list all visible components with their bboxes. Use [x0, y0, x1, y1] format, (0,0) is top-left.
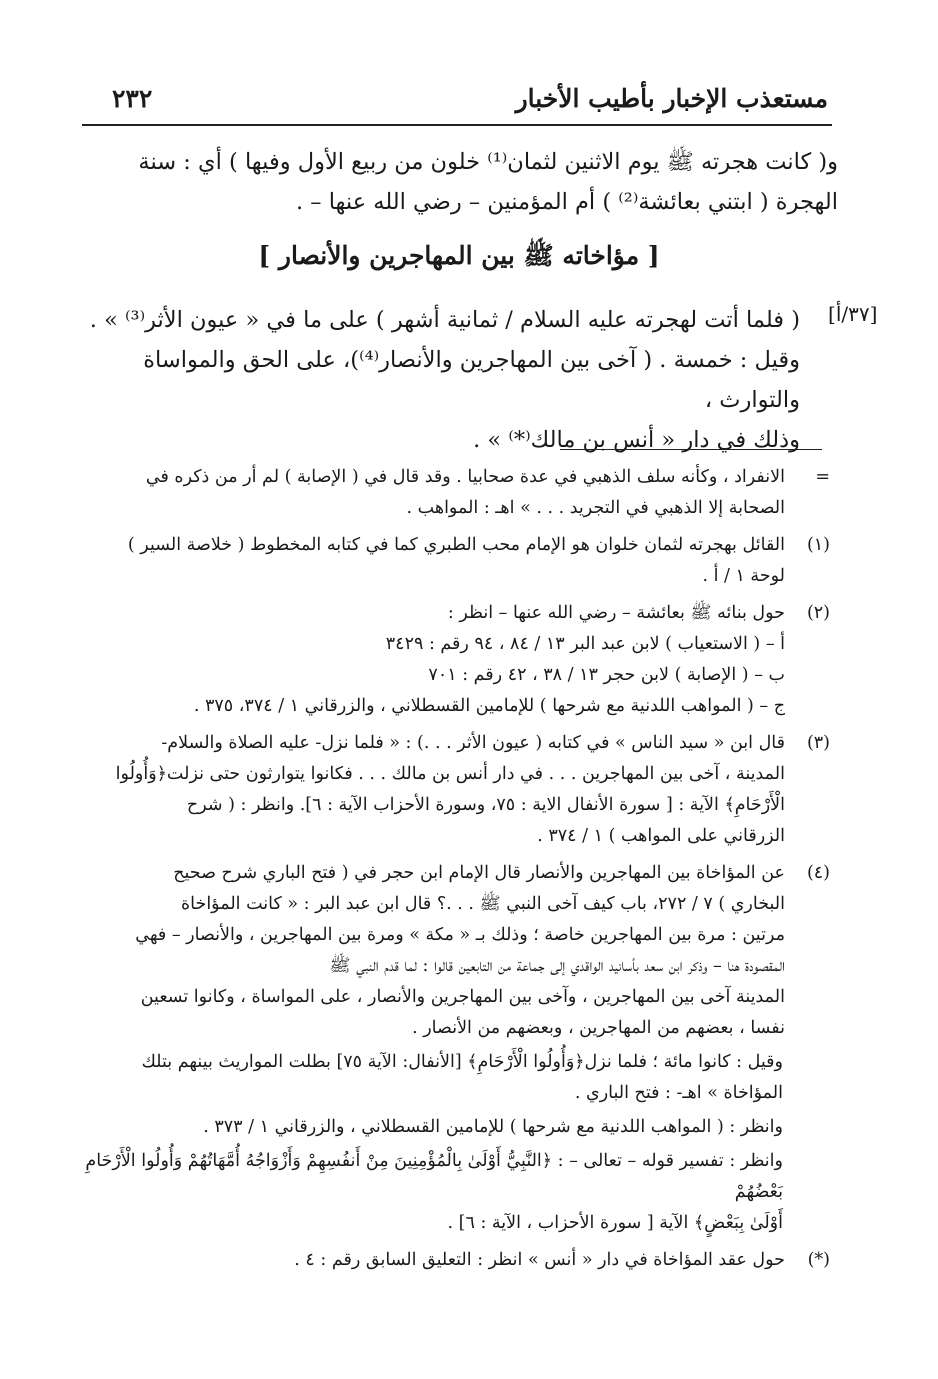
footnote-marker: (٣): [806, 733, 830, 753]
header-rule: [82, 124, 832, 126]
text-line: الهجرة ( ابتني بعائشة⁽²⁾ ) أم المؤمنين – رضي الله عنها – .: [295, 189, 838, 215]
footnote-line: حول عقد المؤاخاة في دار « أنس » انظر : التعليق السابق رقم : ٤ .: [294, 1250, 785, 1270]
footnote-marker: (٤): [806, 863, 830, 883]
text-line: وذلك في دار « أنس بن مالك⁽*⁾ » .: [473, 427, 800, 453]
footnote-3: [80, 728, 840, 852]
book-title: مستعذب الإخبار بأطيب الأخبار: [515, 84, 828, 113]
footnote-line: نفسا ، بعضهم من المهاجرين ، وبعضهم من الأنصار .: [412, 1018, 785, 1038]
footnote-line: أَوْلَىٰ بِبَعْضٍ﴾ الآية [ سورة الأحزاب ، الآية : ٦] .: [447, 1213, 783, 1233]
text-line: ( فلما أتت لهجرته عليه السلام / ثمانية أشهر ) على ما في « عيون الأثر⁽³⁾ » .: [89, 307, 800, 333]
paragraph-muakhat: [80, 300, 800, 460]
footnote-1: [80, 530, 840, 592]
footnote-line: البخاري ) ٧ / ٢٧٢، باب كيف آخى النبي ﷺ . . .؟ قال ابن عبد البر : « كانت المؤاخاة: [181, 894, 785, 914]
running-head: [82, 82, 832, 126]
text-line: وقيل : خمسة . ( آخى بين المهاجرين والأنصار⁽⁴⁾)، على الحق والمواساة والتوارث ،: [143, 347, 800, 413]
footnote-line: عن المؤاخاة بين المهاجرين والأنصار قال الإمام ابن حجر في ( فتح الباري شرح صحيح: [173, 863, 785, 883]
paragraph-hijra: [80, 142, 838, 222]
footnote-line: قال ابن « سيد الناس » في كتابه ( عيون الأثر . . .) : « فلما نزل- عليه الصلاة والسلام-: [161, 733, 785, 753]
footnote-line: المؤاخاة » اهـ- : فتح الباري .: [574, 1083, 783, 1103]
footnote-subparagraph: [80, 1146, 785, 1239]
footnote-marker: (*): [807, 1250, 830, 1270]
text-line: و( كانت هجرته ﷺ يوم الاثنين لثمان⁽¹⁾ خلون من ربيع الأول وفيها ) أي : سنة: [138, 149, 838, 175]
footnote-subparagraph: [80, 1047, 785, 1109]
footnote-marker: (٢): [806, 603, 830, 623]
footnote-line: وانظر : ( المواهب اللدنية مع شرحها ) للإمامين القسطلاني ، والزرقاني ١ / ٣٧٣ .: [203, 1117, 783, 1137]
footnote-line: لوحة ١ / أ .: [702, 566, 785, 586]
footnotes: [80, 462, 840, 1282]
footnote-line: المدينة ، آخى بين المهاجرين . . . في دار أنس بن مالك . . . فكانوا يتوارثون حتى نزلت﴿وَأُولُوا: [115, 764, 785, 784]
footnote-line: المدينة آخى بين المهاجرين ، وآخى بين المهاجرين والأنصار ، على المواساة ، وكانوا تسعين: [140, 987, 785, 1007]
footnote-continued: [80, 462, 840, 524]
footnote-marker: =: [815, 467, 830, 487]
footnote-line: وقيل : كانوا مائة ؛ فلما نزل﴿وَأُولُوا الْأَرْحَامِ﴾ [الأنفال: الآية ٧٥] بطلت المواريث بينهم بتلك: [141, 1052, 783, 1072]
footnote-subparagraph: [80, 1112, 785, 1143]
footnote-line: الانفراد ، وكأنه سلف الذهبي في عدة صحابيا . وقد قال في ( الإصابة ) لم أر من ذكره في: [145, 467, 785, 487]
page-number: ٢٣٢: [112, 84, 153, 113]
footnote-line: ج – ( المواهب اللدنية مع شرحها ) للإمامين القسطلاني ، والزرقاني ١ / ٣٧٤، ٣٧٥ .: [193, 696, 785, 716]
footnote-separator: [560, 449, 822, 450]
footnote-line: مرتين : مرة بين المهاجرين خاصة ؛ وذلك بـ « مكة » ومرة بين المهاجرين ، والأنصار – فهي: [135, 925, 785, 945]
footnote-4: [80, 858, 840, 1239]
footnote-line: المقصودة هنا – وذكر ابن سعد بأسانيد الواقدي إلى جماعة من التابعين قالوا : لما قدم النبي ﷺ: [329, 956, 785, 976]
footnote-line: حول بنائه ﷺ بعائشة – رضي الله عنها – انظر :: [447, 603, 785, 623]
footnote-line: الصحابة إلا الذهبي في التجريد . . . » اهـ : المواهب .: [406, 498, 785, 518]
footnote-2: [80, 598, 840, 722]
footnote-line: وانظر : تفسير قوله – تعالى – : ﴿النَّبِيُّ أَوْلَىٰ بِالْمُؤْمِنِينَ مِنْ أَنفُسِهِمْ وَأَزْوَاجُهُ أُمَّهَاتُهُمْ وَأُولُوا الْأَرْحَامِ بَعْضُهُمْ: [85, 1151, 783, 1202]
footnote-line: الْأَرْحَامِ﴾ الآية : [ سورة الأنفال الاية : ٧٥، وسورة الأحزاب الآية : ٦]. وانظر : ( شرح: [186, 795, 785, 815]
footnote-line: ب – ( الإصابة ) لابن حجر ١٣ / ٣٨ ، ٤٢ رقم : ٧٠١: [428, 665, 785, 685]
footnote-line: القائل بهجرته لثمان خلوان هو الإمام محب الطبري كما في كتابه المخطوط ( خلاصة السير ): [127, 535, 785, 555]
footnote-line: الزرقاني على المواهب ) ١ / ٣٧٤ .: [537, 826, 785, 846]
footnote-asterisk: [80, 1245, 840, 1276]
footnote-marker: (١): [806, 535, 830, 555]
section-heading: [ مؤاخاته ﷺ بين المهاجرين والأنصار ]: [258, 241, 660, 270]
margin-folio-reference: [٣٧/أ]: [828, 302, 878, 326]
footnote-line: أ – ( الاستعياب ) لابن عبد البر ١٣ / ٨٤ ، ٩٤ رقم : ٣٤٢٩: [385, 634, 785, 654]
